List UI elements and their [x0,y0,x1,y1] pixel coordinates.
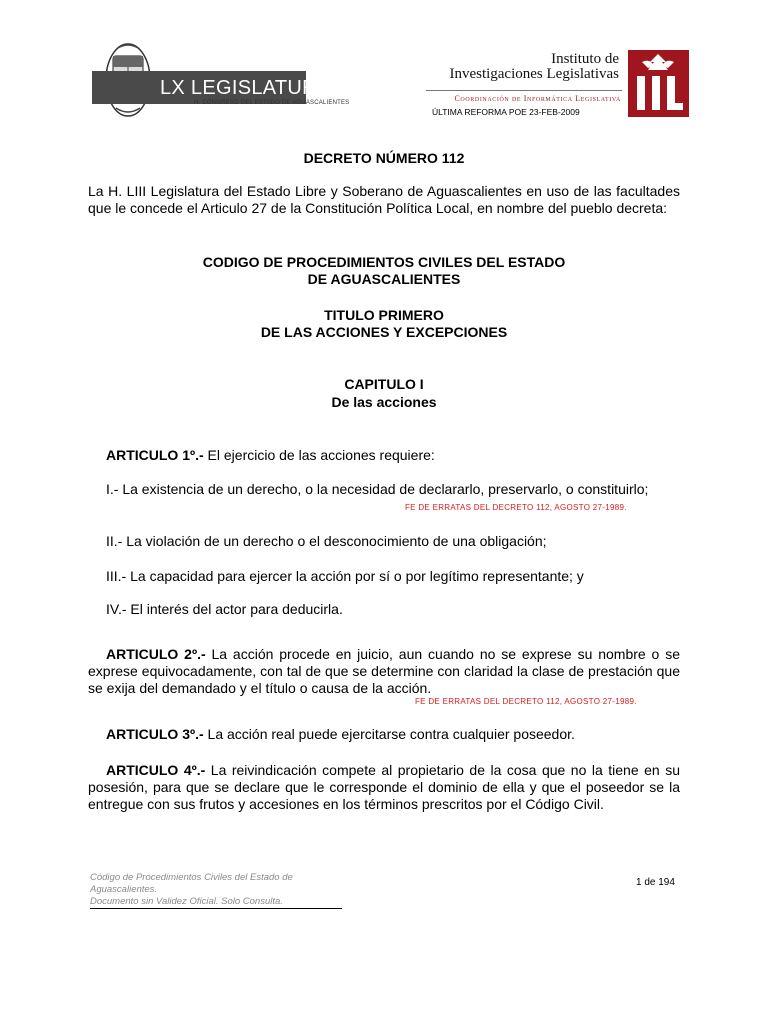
footer-line1: Código de Procedimientos Civiles del Estado de [90,872,293,883]
iil-emblem-icon [628,50,689,117]
footer-line2: Aguascalientes. [90,884,158,895]
institute-name-line2: Investigaciones Legislativas [449,66,619,82]
article-4-text: La reivindicación compete al propietario de la cosa que no la tiene en su posesión, para que se declare que le corresponde el dominio de ella y que el poseedor se la entregue con sus frutos y accesiones en los términos prescritos por el Código Civil. [88,762,680,812]
article-2-label: ARTICULO 2º.- [106,646,206,662]
capitulo-heading: CAPITULO I [344,376,424,392]
article-1-label: ARTICULO 1º.- [106,447,204,463]
fraction-3: III.- La capacidad para ejercer la acción por sí o por legítimo representante; y [106,568,584,584]
institute-name-line1: Instituto de [551,51,619,67]
capitulo-subheading: De las acciones [331,394,437,410]
footer-rule [90,908,342,909]
article-1 [88,447,680,464]
titulo-heading: TITULO PRIMERO [324,307,444,323]
footer-note [90,872,342,908]
article-2 [88,646,680,697]
article-4-label: ARTICULO 4º.- [106,762,206,778]
fraction-1: I.- La existencia de un derecho, o la necesidad de declararlo, preservarlo, o constituirlo; [106,481,649,497]
code-title-line1: CODIGO DE PROCEDIMIENTOS CIVILES DEL ESTADO [202,254,566,270]
fraction-4: IV.- El interés del actor para deducirla. [106,601,343,617]
titulo-subheading: DE LAS ACCIONES Y EXCEPCIONES [260,324,508,340]
fraction-2: II.- La violación de un derecho o el desconocimiento de una obligación; [106,533,547,549]
article-2-text: La acción procede en juicio, aun cuando no se exprese su nombre o se exprese equivocadamente, con tal de que se determine con claridad la clase de prestación que se exija del demandado y el título o causa de la acción. [88,646,680,696]
article-4 [88,762,680,813]
article-3-label: ARTICULO 3º.- [106,726,204,742]
lx-legislatura-logo [92,42,331,122]
decree-title: DECRETO NÚMERO 112 [303,150,465,166]
erratas-note-2: FE DE ERRATAS DEL DECRETO 112, AGOSTO 27-1989. [415,697,637,706]
legislature-subtitle: H. CONGRESO DEL ESTADO DE AGUASCALIENTES [194,100,350,106]
article-3-text: La acción real puede ejercitarse contra cualquier poseedor. [203,726,575,742]
iil-logo [628,50,689,117]
article-1-text: El ejercicio de las acciones requiere: [203,447,435,463]
institute-name [449,52,619,83]
last-reform-note: ÚLTIMA REFORMA POE 23-FEB-2009 [432,107,580,117]
institute-coordination: Coordinación de Informática Legislativa [454,94,621,103]
institute-divider [426,90,622,91]
intro-paragraph: La H. LIII Legislatura del Estado Libre y Soberano de Aguascalientes en uso de las facultades que le concede el Articulo 27 de la Constitución Política Local, en nombre del pueblo decreta: [88,183,680,216]
erratas-note-1: FE DE ERRATAS DEL DECRETO 112, AGOSTO 27-1989. [405,503,627,512]
legislature-title: LX LEGISLATURA [160,77,331,99]
page-number: 1 de 194 [636,877,675,888]
code-title-line2: DE AGUASCALIENTES [307,271,461,287]
article-3 [88,726,680,743]
footer-line3: Documento sin Validez Oficial. Solo Consulta. [90,896,283,907]
